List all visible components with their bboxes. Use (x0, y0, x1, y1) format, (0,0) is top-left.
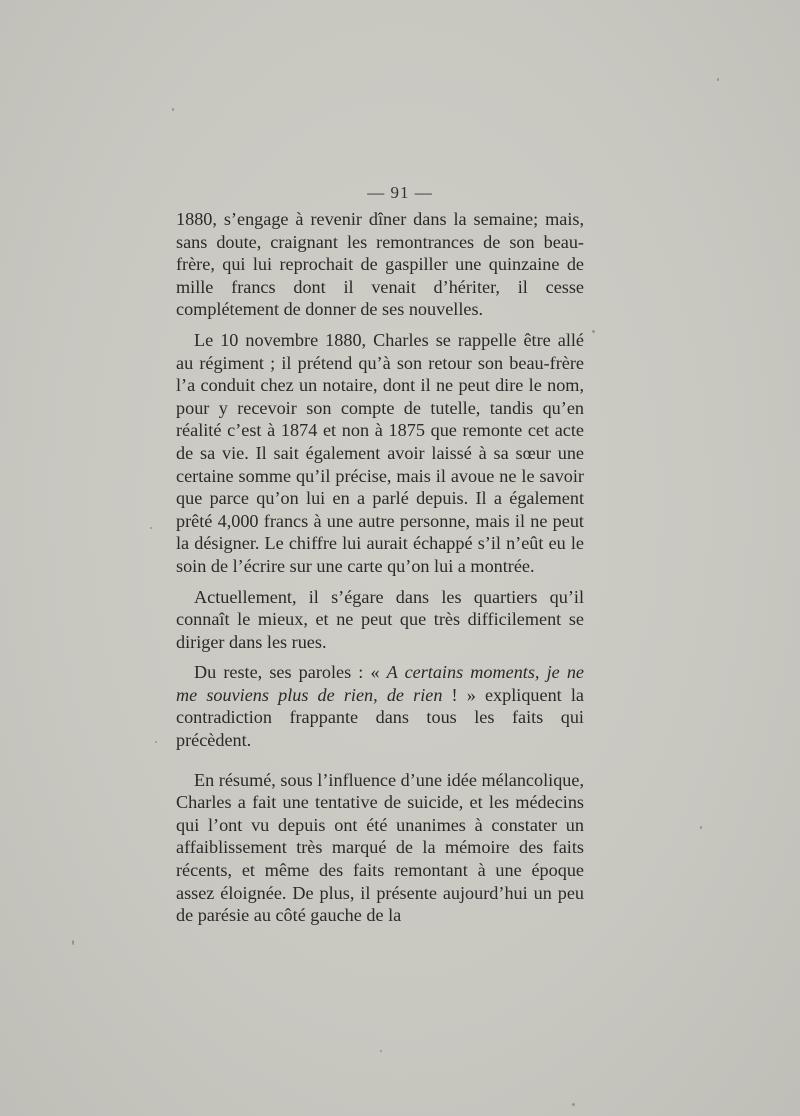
paper-speck (717, 78, 719, 81)
paragraph-5: En résumé, sous l’influence d’une idée mélancolique, Charles a fait une tentative de suicide, et les médecins qui l’ont vu depuis ont été unanimes à constater un affaiblissement très marqué de la mémoire des faits récents, et même des faits remontant à une époque assez éloignée. De plus, il présente aujourd’hui un peu de parésie au côté gauche de la (176, 769, 584, 926)
paper-speck (150, 527, 152, 529)
paragraph-4-after: ! » expliquent la contradiction frappante dans tous les faits qui précèdent. (176, 684, 584, 751)
paper-speck (592, 330, 595, 333)
paper-speck (700, 826, 702, 829)
paragraph-3: Actuellement, il s’égare dans les quartiers qu’il connaît le mieux, et ne peut que très difficilement se diriger dans les rues. (176, 586, 584, 652)
paper-speck (380, 1050, 382, 1052)
paragraph-4-before: Du reste, ses paroles : « (194, 662, 387, 683)
paper-speck (72, 940, 74, 945)
paragraph-4 (176, 661, 584, 751)
paper-speck (572, 1103, 575, 1106)
paragraph-2: Le 10 novembre 1880, Charles se rappelle être allé au régiment ; il prétend qu’à son retour son beau-frère l’a conduit chez un notaire, dont il ne peut dire le nom, pour y recevoir son compte de tutelle, tandis qu’en réalité c’est à 1874 et non à 1875 que remonte cet acte de sa vie. Il sait également avoir laissé à sa sœur une certaine somme qu’il précise, mais il avoue ne le savoir que parce qu’on lui en a parlé depuis. Il a également prêté 4,000 francs à une autre personne, mais il ne peut la désigner. Le chiffre lui aurait échappé s’il n’eût eu le soin de l’écrire sur une carte qu’on lui a montrée. (176, 329, 584, 576)
paragraph-4-quote: A certains moments, je ne me souviens plus de rien, de rien (176, 662, 584, 705)
paragraph-1: 1880, s’engage à revenir dîner dans la semaine; mais, sans doute, craignant les remontrances de son beau-frère, qui lui reprochait de gaspiller une quinzaine de mille francs dont il venait d’hériter, il cesse complétement de donner de ses nouvelles. (176, 209, 584, 320)
paper-speck (155, 741, 157, 743)
paper-speck (172, 108, 174, 111)
page-number: — 91 — (367, 183, 433, 202)
body-text (176, 208, 584, 927)
